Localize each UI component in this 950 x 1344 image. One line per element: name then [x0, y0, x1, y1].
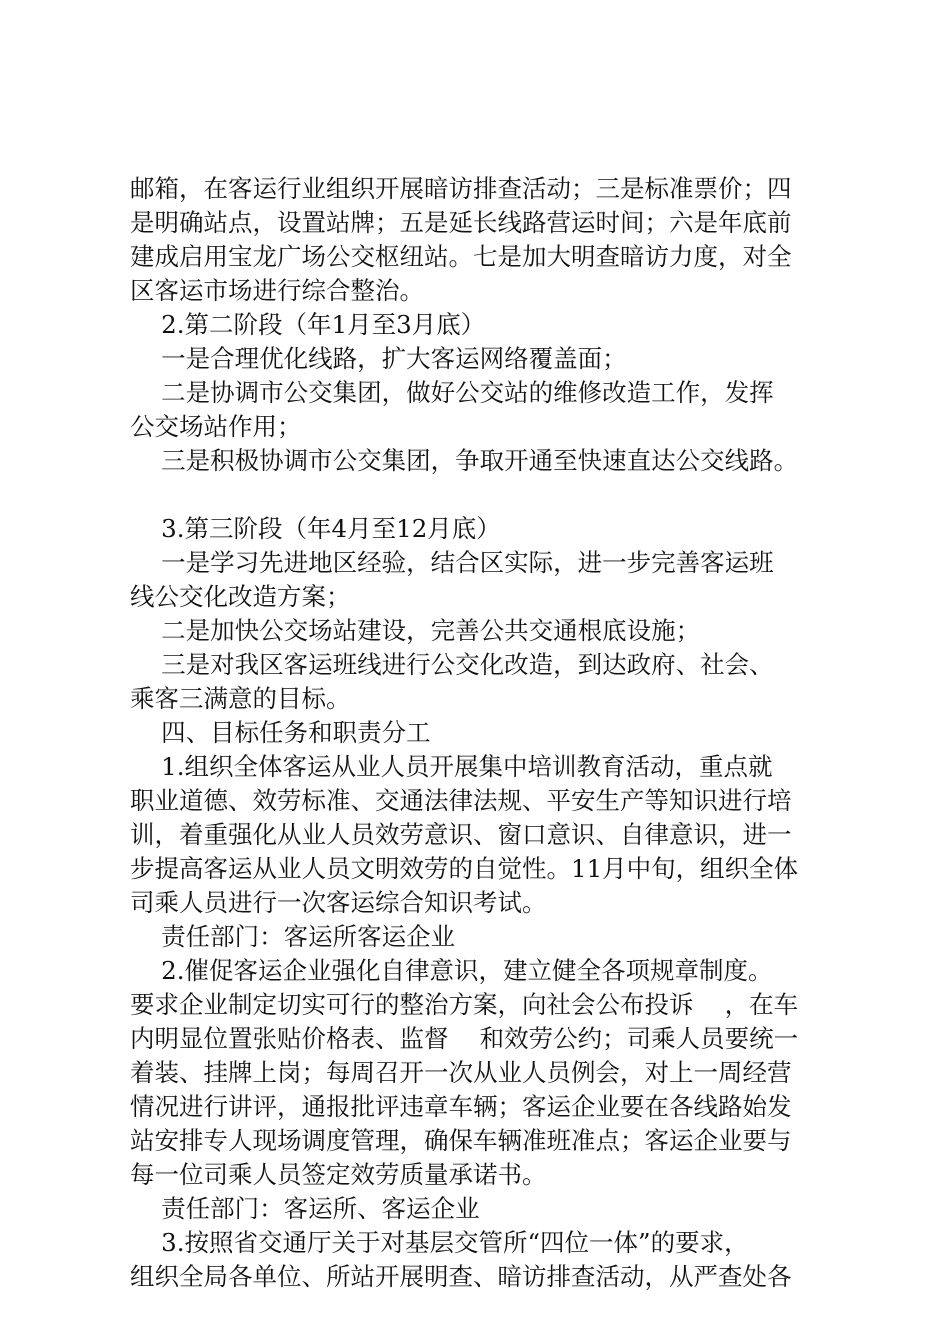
text-line: 每一位司乘人员签定效劳质量承诺书。 [130, 1160, 547, 1189]
body-text [130, 172, 830, 1294]
text-line: 步提高客运从业人员文明效劳的自觉性。11月中旬，组织全体 [130, 854, 799, 883]
text-line: 一是合理优化线路，扩大客运网络覆盖面； [130, 344, 627, 373]
text-line: 训，着重强化从业人员效劳意识、窗口意识、自律意识，进一 [130, 820, 792, 849]
text-line: 1.组织全体客运从业人员开展集中培训教育活动，重点就 [130, 752, 773, 781]
text-line: 一是学习先进地区经验，结合区实际，进一步完善客运班 [130, 548, 774, 577]
text-line: 2.第二阶段（年1月至3月底） [130, 310, 486, 339]
text-line: 三是对我区客运班线进行公交化改造，到达政府、社会、 [130, 650, 774, 679]
text-line: 建成启用宝龙广场公交枢纽站。七是加大明查暗访力度，对全 [130, 242, 792, 271]
text-line: 3.第三阶段（年4月至12月底） [130, 514, 501, 543]
text-line: 区客运市场进行综合整治。 [130, 276, 424, 305]
text-line: 线公交化改造方案； [130, 582, 351, 611]
text-line: 二是加快公交场站建设，完善公共交通根底设施； [130, 616, 701, 645]
text-line: 责任部门：客运所客运企业 [130, 922, 456, 951]
text-line: 组织全局各单位、所站开展明查、暗访排查活动，从严查处各 [130, 1262, 792, 1291]
text-line: 公交场站作用； [130, 412, 302, 441]
blank-line [130, 478, 830, 512]
text-line: 是明确站点，设置站牌；五是延长线路营运时间；六是年底前 [130, 208, 792, 237]
text-line: 司乘人员进行一次客运综合知识考试。 [130, 888, 547, 917]
text-line: 内明显位置张贴价格表、监督 和效劳公约；司乘人员要统一 [130, 1024, 799, 1053]
text-line: 二是协调市公交集团，做好公交站的维修改造工作，发挥 [130, 378, 774, 407]
text-line: 四、目标任务和职责分工 [130, 718, 431, 747]
text-line: 2.催促客运企业强化自律意识，建立健全各项规章制度。 [130, 956, 773, 985]
text-line: 情况进行讲评，通报批评违章车辆；客运企业要在各线路始发 [130, 1092, 792, 1121]
text-line: 要求企业制定切实可行的整治方案，向社会公布投诉 ，在车 [130, 990, 799, 1019]
text-line: 着装、挂牌上岗；每周召开一次从业人员例会，对上一周经营 [130, 1058, 792, 1087]
text-line: 三是积极协调市公交集团，争取开通至快速直达公交线路。 [130, 446, 799, 475]
text-line: 责任部门：客运所、客运企业 [130, 1194, 480, 1223]
text-line: 站安排专人现场调度管理，确保车辆准班准点；客运企业要与 [130, 1126, 792, 1155]
text-line: 职业道德、效劳标准、交通法律法规、平安生产等知识进行培 [130, 786, 792, 815]
text-line: 乘客三满意的目标。 [130, 684, 351, 713]
text-line: 邮箱，在客运行业组织开展暗访排查活动；三是标准票价；四 [130, 174, 792, 203]
text-line: 3.按照省交通厅关于对基层交管所“四位一体”的要求， [130, 1228, 749, 1257]
